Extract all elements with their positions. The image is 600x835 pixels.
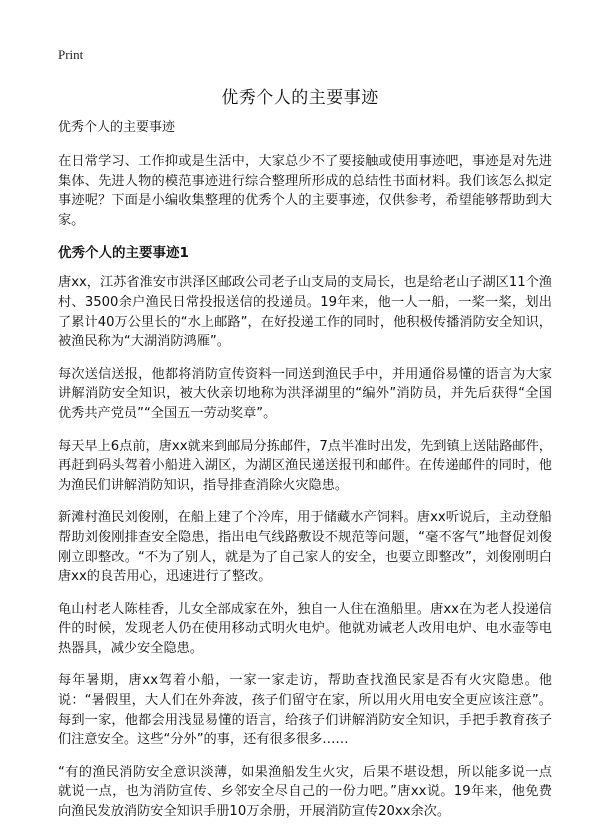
section-heading: 优秀个人的主要事迹1 <box>58 245 189 262</box>
article-subtitle: 优秀个人的主要事迹 <box>58 120 176 135</box>
body-paragraph-7: “有的渔民消防安全意识淡薄，如果渔船发生火灾，后果不堪设想，所以能多说一点就说一点，也为消防宣传、乡邻安全尽自己的一份力吧。”唐xx说。19年来，他免费向渔民发放消防安全知识手册10万余册，开展消防宣传20xx余次。 <box>58 764 552 820</box>
body-paragraph-1: 唐xx，江苏省淮安市洪泽区邮政公司老子山支局的支局长，也是给老山子湖区11个渔村、3500余户渔民日常投报送信的投递员。19年来，他一人一船，一桨一桨，划出了累计40万公里长的“水上邮路”，在好投递工作的同时，他积极传播消防安全知识，被渔民称为“大湖消防鸿雁”。 <box>58 275 552 350</box>
body-paragraph-2: 每次送信送报，他都将消防宣传资料一同送到渔民手中，并用通俗易懂的语言为大家讲解消防安全知识，被大伙亲切地称为洪泽湖里的“编外”消防员，并先后获得“全国优秀共产党员”“全国五一劳动奖章”。 <box>58 366 552 421</box>
body-paragraph-5: 龟山村老人陈桂香，儿女全部成家在外，独自一人住在渔船里。唐xx在为老人投递信件的时候，发现老人仍在使用移动式明火电炉。他就劝诫老人改用电炉、电水壶等电热器具，减少安全隐患。 <box>58 601 552 656</box>
body-paragraph-3: 每天早上6点前，唐xx就来到邮局分拣邮件，7点半准时出发，先到镇上送陆路邮件，再赶到码头驾着小船进入湖区，为湖区渔民递送报刊和邮件。在传递邮件的同时，他为渔民们讲解消防知识，指导排查消除火灾隐患。 <box>58 438 552 493</box>
page-title: 优秀个人的主要事迹 <box>221 88 379 108</box>
intro-paragraph: 在日常学习、工作抑或是生活中，大家总少不了要接触或使用事迹吧，事迹是对先进集体、先进人物的模范事迹进行综合整理所形成的总结性书面材料。我们该怎么拟定事迹呢？下面是小编收集整理的优秀个人的主要事迹，仅供参考，希望能够帮助到大家。 <box>58 154 552 228</box>
body-paragraph-6: 每年暑期，唐xx驾着小船，一家一家走访，帮助查找渔民家是否有火灾隐患。他说：“暑假里，大人们在外奔波，孩子们留守在家，所以用火用电安全更应该注意”。每到一家，他都会用浅显易懂的语言，给孩子们讲解消防安全知识，手把手教育孩子们注意安全。这些“分外”的事，还有很多很多…… <box>58 673 552 748</box>
article-body <box>58 118 552 835</box>
body-paragraph-4: 新滩村渔民刘俊刚，在船上建了个冷库，用于储藏水产饲料。唐xx听说后，主动登船帮助刘俊刚排查安全隐患，指出电气线路敷设不规范等问题，“毫不客气”地督促刘俊刚立即整改。“不为了别人，就是为了自己家人的安全，也要立即整改”，刘俊刚明白唐xx的良苦用心，迅速进行了整改。 <box>58 510 552 585</box>
print-link[interactable]: Print <box>58 47 84 62</box>
